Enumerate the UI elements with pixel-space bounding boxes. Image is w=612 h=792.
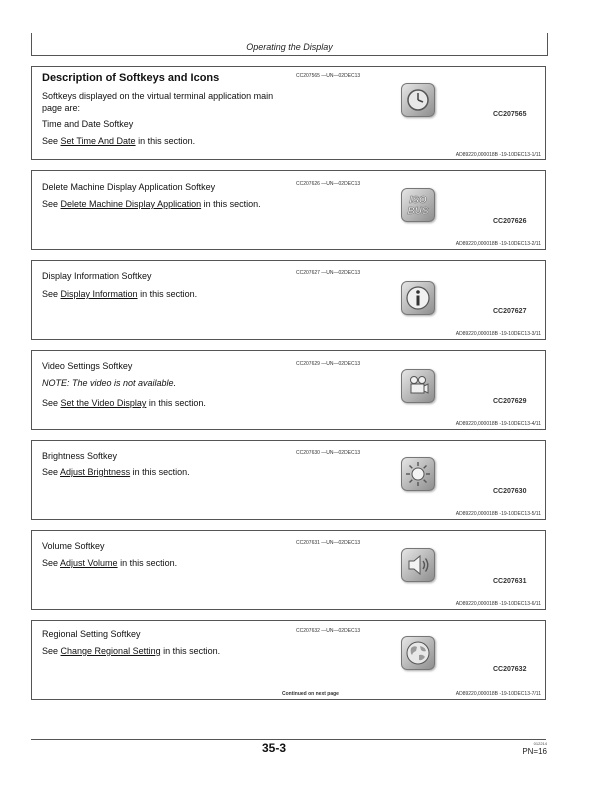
isobus-icon bbox=[402, 189, 434, 221]
section-delete-app bbox=[31, 170, 546, 250]
image-reference: CC207565 —UN—02DEC13 bbox=[296, 73, 361, 79]
section-time-date bbox=[31, 66, 546, 160]
document-reference: AD89220,000018B -19-10DEC13-1/11 bbox=[455, 152, 541, 158]
figure-code: CC207627 bbox=[493, 308, 527, 315]
image-reference: CC207632 —UN—02DEC13 bbox=[296, 628, 361, 634]
see-reference: See Adjust Volume in this section. bbox=[42, 558, 178, 568]
image-reference: CC207629 —UN—02DEC13 bbox=[296, 361, 361, 367]
continued-note: Continued on next page bbox=[282, 691, 339, 697]
video-camera-icon bbox=[402, 370, 434, 402]
document-reference: AD89220,000018B -19-10DEC13-5/11 bbox=[455, 511, 541, 517]
section-heading: Description of Softkeys and Icons bbox=[42, 72, 220, 84]
link-set-time-and-date[interactable]: Set Time And Date bbox=[60, 136, 136, 146]
section-brightness bbox=[31, 440, 546, 520]
page-header bbox=[31, 33, 548, 56]
section-heading: Display Information Softkey bbox=[42, 271, 152, 281]
section-heading: Volume Softkey bbox=[42, 541, 105, 551]
document-reference: AD89220,000018B -19-10DEC13-6/11 bbox=[455, 601, 541, 607]
document-reference: AD89220,000018B -19-10DEC13-2/11 bbox=[455, 241, 541, 247]
section-intro: Softkeys displayed on the virtual terminal application main page are: bbox=[42, 91, 274, 113]
document-reference: AD89220,000018B -19-10DEC13-7/11 bbox=[455, 691, 541, 697]
section-item: Time and Date Softkey bbox=[42, 119, 134, 129]
figure-code: CC207565 bbox=[493, 111, 527, 118]
link-adjust-volume[interactable]: Adjust Volume bbox=[60, 558, 118, 568]
page-number: 35-3 bbox=[262, 741, 287, 755]
speaker-icon bbox=[402, 549, 434, 581]
link-delete-machine-display-application[interactable]: Delete Machine Display Application bbox=[60, 199, 202, 209]
footer-code: 012214 bbox=[533, 741, 547, 746]
svg-text:BUS: BUS bbox=[407, 206, 429, 217]
see-reference: See Set Time And Date in this section. bbox=[42, 136, 196, 146]
section-display-info bbox=[31, 260, 546, 340]
footer-divider bbox=[31, 739, 546, 740]
link-display-information[interactable]: Display Information bbox=[60, 289, 138, 299]
see-reference: See Display Information in this section. bbox=[42, 289, 198, 299]
section-volume bbox=[31, 530, 546, 610]
video-settings-softkey-image bbox=[401, 369, 435, 403]
figure-code: CC207632 bbox=[493, 666, 527, 673]
globe-icon bbox=[402, 637, 434, 669]
note-text: NOTE: The video is not available. bbox=[42, 378, 177, 388]
document-reference: AD89220,000018B -19-10DEC13-3/11 bbox=[455, 331, 541, 337]
section-video-settings bbox=[31, 350, 546, 430]
section-regional-setting bbox=[31, 620, 546, 700]
document-reference: AD89220,000018B -19-10DEC13-4/11 bbox=[455, 421, 541, 427]
section-heading: Brightness Softkey bbox=[42, 451, 118, 461]
pn-label: PN=16 bbox=[522, 747, 547, 756]
link-adjust-brightness[interactable]: Adjust Brightness bbox=[60, 467, 131, 477]
see-reference: See Delete Machine Display Application in this section. bbox=[42, 199, 261, 209]
image-reference: CC207631 —UN—02DEC13 bbox=[296, 540, 361, 546]
link-set-the-video-display[interactable]: Set the Video Display bbox=[60, 398, 147, 408]
see-reference: See Adjust Brightness in this section. bbox=[42, 467, 190, 477]
brightness-icon bbox=[402, 458, 434, 490]
figure-code: CC207631 bbox=[493, 578, 527, 585]
see-reference: See Change Regional Setting in this section. bbox=[42, 646, 221, 656]
page-header-title: Operating the Display bbox=[246, 42, 333, 52]
brightness-softkey-image bbox=[401, 457, 435, 491]
see-reference: See Set the Video Display in this section. bbox=[42, 398, 206, 408]
image-reference: CC207626 —UN—02DEC13 bbox=[296, 181, 361, 187]
volume-softkey-image bbox=[401, 548, 435, 582]
figure-code: CC207626 bbox=[493, 218, 527, 225]
regional-setting-softkey-image bbox=[401, 636, 435, 670]
link-change-regional-setting[interactable]: Change Regional Setting bbox=[60, 646, 161, 656]
image-reference: CC207630 —UN—02DEC13 bbox=[296, 450, 361, 456]
figure-code: CC207630 bbox=[493, 488, 527, 495]
display-info-softkey-image bbox=[401, 281, 435, 315]
section-heading: Delete Machine Display Application Softkey bbox=[42, 182, 216, 192]
delete-app-softkey-image bbox=[401, 188, 435, 222]
clock-icon bbox=[402, 84, 434, 116]
section-heading: Video Settings Softkey bbox=[42, 361, 133, 371]
svg-text:ISO: ISO bbox=[409, 195, 427, 206]
figure-code: CC207629 bbox=[493, 398, 527, 405]
time-date-softkey-image bbox=[401, 83, 435, 117]
section-heading: Regional Setting Softkey bbox=[42, 629, 141, 639]
info-icon bbox=[402, 282, 434, 314]
image-reference: CC207627 —UN—02DEC13 bbox=[296, 270, 361, 276]
